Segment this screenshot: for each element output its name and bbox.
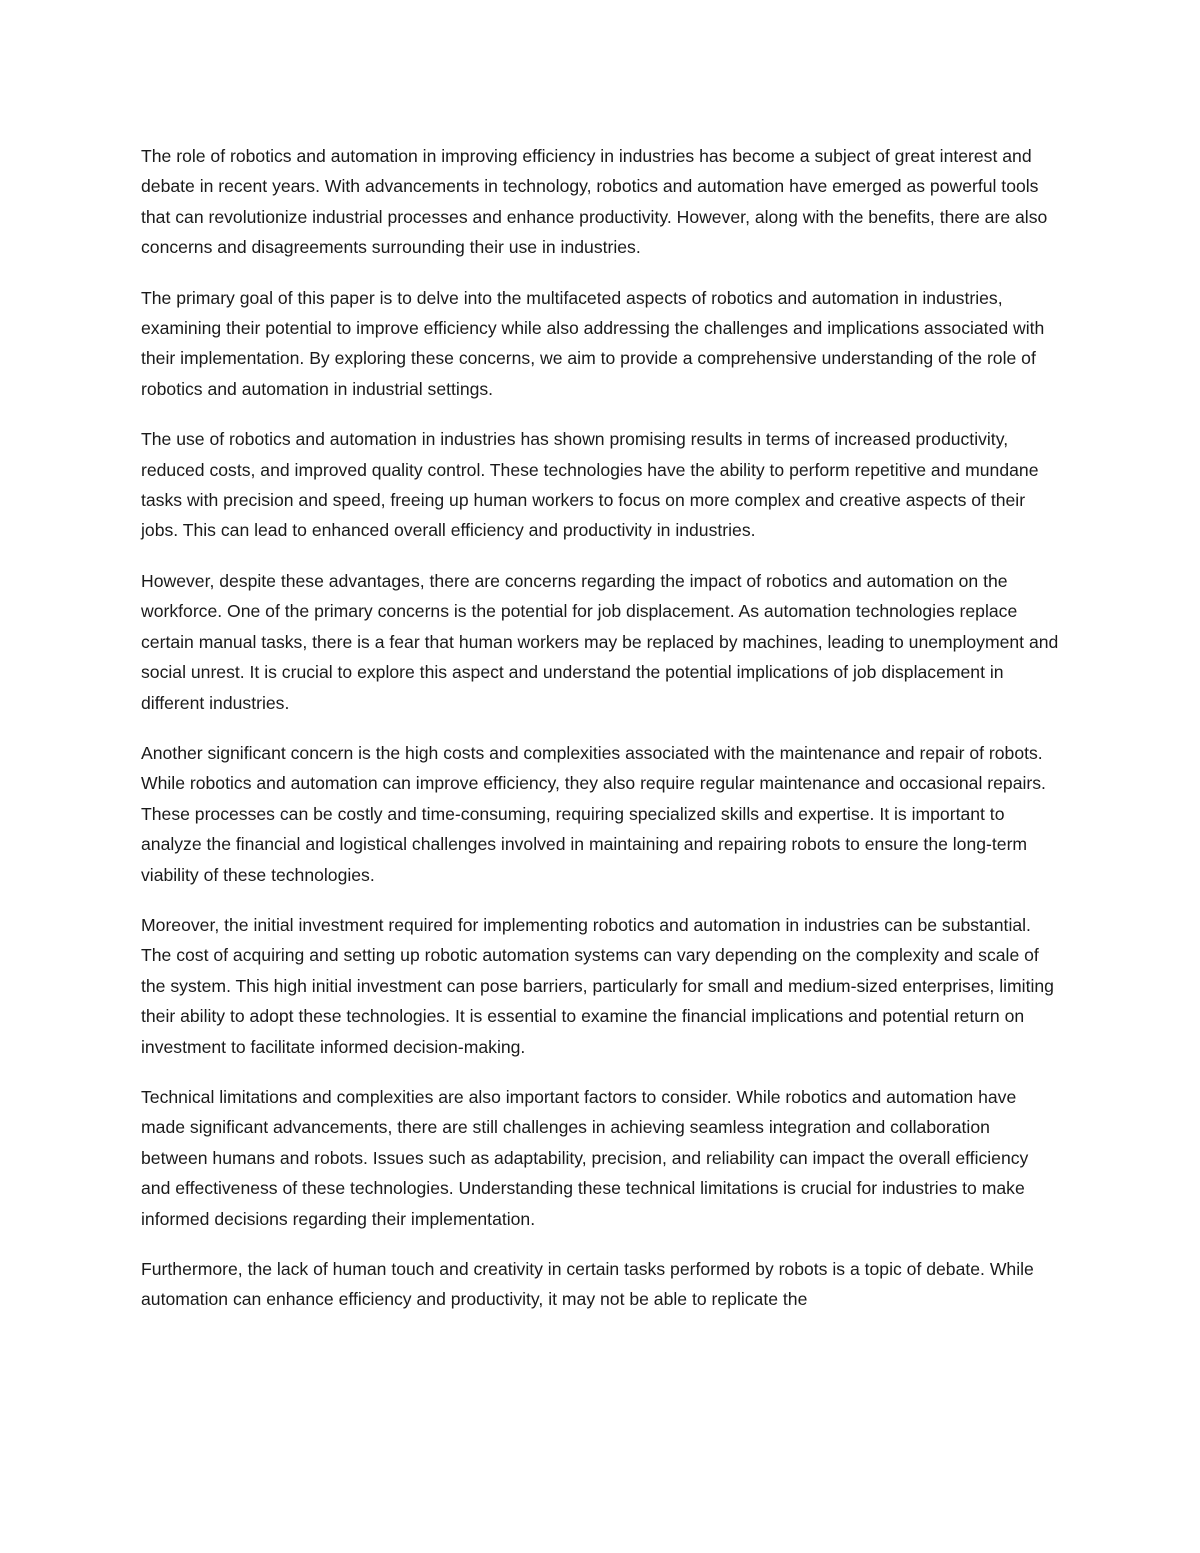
- document-body: [141, 141, 1061, 1335]
- paragraph-5: Another significant concern is the high costs and complexities associated with the maintenance and repair of robots. While robotics and automation can improve efficiency, they also require regular maintenance and occasional repairs. These processes can be costly and time-consuming, requiring specialized skills and expertise. It is important to analyze the financial and logistical challenges involved in maintaining and repairing robots to ensure the long-term viability of these technologies.: [141, 742, 1046, 885]
- paragraph-2: The primary goal of this paper is to delve into the multifaceted aspects of robotics and automation in industries, examining their potential to improve efficiency while also addressing the challenges and implications associated with their implementation. By exploring these concerns, we aim to provide a comprehensive understanding of the role of robotics and automation in industrial settings.: [141, 287, 1045, 399]
- paragraph-6: Moreover, the initial investment required for implementing robotics and automation in industries can be substantial. The cost of acquiring and setting up robotic automation systems can vary depending on the complexity and scale of the system. This high initial investment can pose barriers, particularly for small and medium-sized enterprises, limiting their ability to adopt these technologies. It is essential to examine the financial implications and potential return on investment to facilitate informed decision-making.: [141, 914, 1054, 1057]
- paragraph-8: Furthermore, the lack of human touch and creativity in certain tasks performed by robots is a topic of debate. While automation can enhance efficiency and productivity, it may not be able to replicate the: [141, 1259, 1034, 1310]
- paragraph-1: The role of robotics and automation in improving efficiency in industries has become a subject of great interest and debate in recent years. With advancements in technology, robotics and automation have emerged as powerful tools that can revolutionize industrial processes and enhance productivity. However, along with the benefits, there are also concerns and disagreements surrounding their use in industries.: [141, 146, 1048, 258]
- paragraph-7: Technical limitations and complexities are also important factors to consider. While robotics and automation have made significant advancements, there are still challenges in achieving seamless integration and collaboration between humans and robots. Issues such as adaptability, precision, and reliability can impact the overall efficiency and effectiveness of these technologies. Understanding these technical limitations is crucial for industries to make informed decisions regarding their implementation.: [141, 1086, 1029, 1229]
- paragraph-4: However, despite these advantages, there are concerns regarding the impact of robotics and automation on the workforce. One of the primary concerns is the potential for job displacement. As automation technologies replace certain manual tasks, there is a fear that human workers may be replaced by machines, leading to unemployment and social unrest. It is crucial to explore this aspect and understand the potential implications of job displacement in different industries.: [141, 570, 1059, 713]
- paragraph-3: The use of robotics and automation in industries has shown promising results in terms of increased productivity, reduced costs, and improved quality control. These technologies have the ability to perform repetitive and mundane tasks with precision and speed, freeing up human workers to focus on more complex and creative aspects of their jobs. This can lead to enhanced overall efficiency and productivity in industries.: [141, 429, 1039, 541]
